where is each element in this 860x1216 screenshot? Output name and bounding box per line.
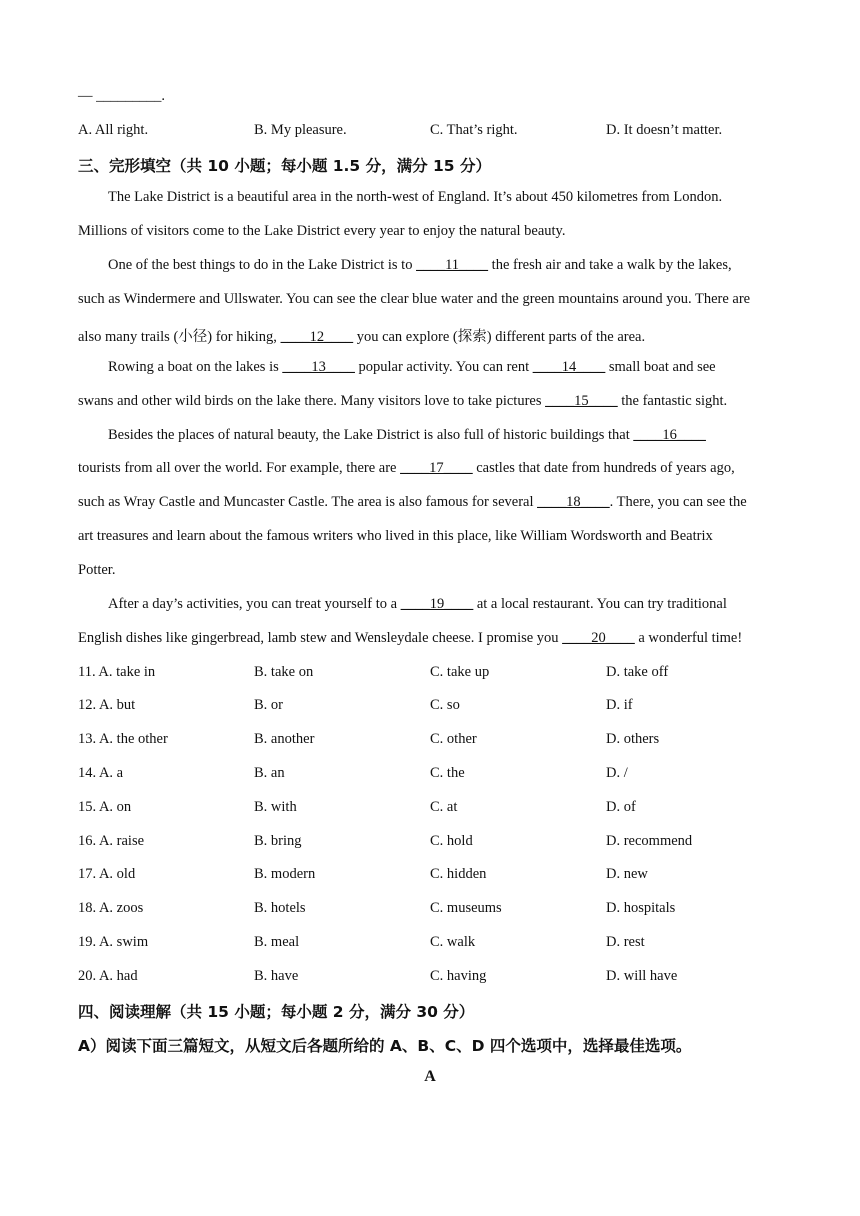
passage-line [78, 325, 788, 346]
blank-11: ____11____ [416, 257, 489, 273]
passage-text: such as Wray Castle and Muncaster Castle. The area is also famous for several [78, 494, 538, 510]
blank-15: ____15____ [545, 393, 618, 409]
question-option: D. / [606, 765, 628, 781]
question-option: 17. A. old [78, 866, 136, 882]
question-option: C. other [430, 731, 477, 747]
question-option: B. have [254, 968, 299, 984]
passage-text: Rowing a boat on the lakes is [108, 359, 283, 375]
passage-text: the fresh air and take a walk by the lakes, [488, 257, 732, 273]
question-option: C. at [430, 799, 458, 815]
option-b: B. My pleasure. [254, 122, 347, 138]
question-option: D. will have [606, 968, 678, 984]
blank-18: ____18____ [537, 494, 610, 510]
blank-19: ____19____ [400, 596, 474, 612]
passage-line [108, 257, 788, 274]
question-option: 20. A. had [78, 968, 138, 984]
passage-text: also many trails (小径) for hiking, [78, 329, 281, 345]
passage-text: a wonderful time! [634, 630, 743, 646]
section-3-heading: 三、完形填空（共 10 小题；每小题 1.5 分，满分 15 分） [78, 157, 491, 175]
question-option: C. take up [430, 664, 490, 680]
passage-text: tourists from all over the world. For example, there are [78, 460, 401, 476]
question-row [78, 697, 788, 717]
blank-14: ____14____ [532, 359, 606, 375]
passage-text: swans and other wild birds on the lake there. Many visitors love to take pictures [78, 393, 546, 409]
passage-line [108, 596, 788, 613]
question-option: B. bring [254, 833, 302, 849]
question-option: 14. A. a [78, 765, 124, 781]
question-option: B. with [254, 799, 297, 815]
blank-20: ____20____ [562, 630, 635, 646]
question-option: D. if [606, 697, 633, 713]
question-row [78, 664, 788, 684]
question-option: C. the [430, 765, 465, 781]
passage-line: Millions of visitors come to the Lake District every year to enjoy the natural beauty. [78, 223, 566, 239]
blank-16: ____16____ [633, 427, 706, 443]
question-option: C. so [430, 697, 460, 713]
question-row [78, 765, 788, 785]
question-row [78, 900, 788, 920]
blank-12: ____12____ [280, 329, 354, 345]
question-option: C. hold [430, 833, 473, 849]
question-option: D. of [606, 799, 636, 815]
question-option: 15. A. on [78, 799, 132, 815]
passage-line [108, 359, 788, 376]
question-row [78, 934, 788, 954]
passage-text: English dishes like gingerbread, lamb stew and Wensleydale cheese. I promise you [78, 630, 563, 646]
question-option: D. recommend [606, 833, 693, 849]
question-option: D. new [606, 866, 648, 882]
passage-line [78, 494, 788, 511]
section-4-heading: 四、阅读理解（共 15 小题；每小题 2 分，满分 30 分） [78, 1003, 475, 1021]
passage-text: castles that date from hundreds of years ago, [472, 460, 735, 476]
question-row [78, 866, 788, 886]
question-option: C. walk [430, 934, 476, 950]
passage-text: you can explore (探索) different parts of the area. [353, 329, 646, 345]
blank-13: ____13____ [282, 359, 355, 375]
blank-17: ____17____ [400, 460, 473, 476]
passage-text: Besides the places of natural beauty, the Lake District is also full of historic buildings that [108, 427, 634, 443]
passage-line [78, 630, 788, 647]
question-row [78, 799, 788, 819]
prev-question-options [78, 122, 788, 142]
passage-line: such as Windermere and Ullswater. You can see the clear blue water and the green mountains around you. There are [78, 291, 751, 307]
passage-text: the fantastic sight. [617, 393, 728, 409]
passage-text: After a day’s activities, you can treat yourself to a [108, 596, 401, 612]
question-option: C. museums [430, 900, 502, 916]
passage-text: One of the best things to do in the Lake District is to [108, 257, 417, 273]
passage-text: small boat and see [605, 359, 716, 375]
passage-label: A [424, 1068, 436, 1085]
question-row [78, 731, 788, 751]
passage-line [78, 460, 788, 477]
question-option: D. hospitals [606, 900, 676, 916]
question-row [78, 833, 788, 853]
question-option: 13. A. the other [78, 731, 168, 747]
question-row [78, 968, 788, 988]
question-option: B. hotels [254, 900, 306, 916]
question-option: B. another [254, 731, 315, 747]
question-option: 18. A. zoos [78, 900, 144, 916]
passage-line: art treasures and learn about the famous writers who lived in this place, like William Wordsworth and Beatrix [78, 528, 713, 544]
question-option: B. take on [254, 664, 314, 680]
passage-line: Potter. [78, 562, 116, 578]
passage-line: The Lake District is a beautiful area in the north-west of England. It’s about 450 kilometres from London. [108, 189, 723, 205]
question-option: D. take off [606, 664, 669, 680]
question-option: 19. A. swim [78, 934, 149, 950]
question-option: B. meal [254, 934, 300, 950]
passage-text: . There, you can see the [609, 494, 747, 510]
section-4-subheading: A）阅读下面三篇短文，从短文后各题所给的 A、B、C、D 四个选项中，选择最佳选项。 [78, 1037, 692, 1055]
passage-text: popular activity. You can rent [354, 359, 533, 375]
question-option: B. an [254, 765, 285, 781]
option-a: A. All right. [78, 122, 149, 138]
question-option: 16. A. raise [78, 833, 145, 849]
question-option: D. rest [606, 934, 645, 950]
question-option: 11. A. take in [78, 664, 156, 680]
option-c: C. That’s right. [430, 122, 518, 138]
option-d: D. It doesn’t matter. [606, 122, 723, 138]
question-option: 12. A. but [78, 697, 136, 713]
prev-answer-line: — _________. [78, 88, 165, 104]
question-option: B. modern [254, 866, 316, 882]
passage-text: at a local restaurant. You can try traditional [473, 596, 727, 612]
question-option: C. having [430, 968, 487, 984]
question-option: B. or [254, 697, 283, 713]
passage-line [78, 393, 788, 410]
passage-line [108, 427, 788, 444]
question-option: D. others [606, 731, 660, 747]
question-option: C. hidden [430, 866, 487, 882]
